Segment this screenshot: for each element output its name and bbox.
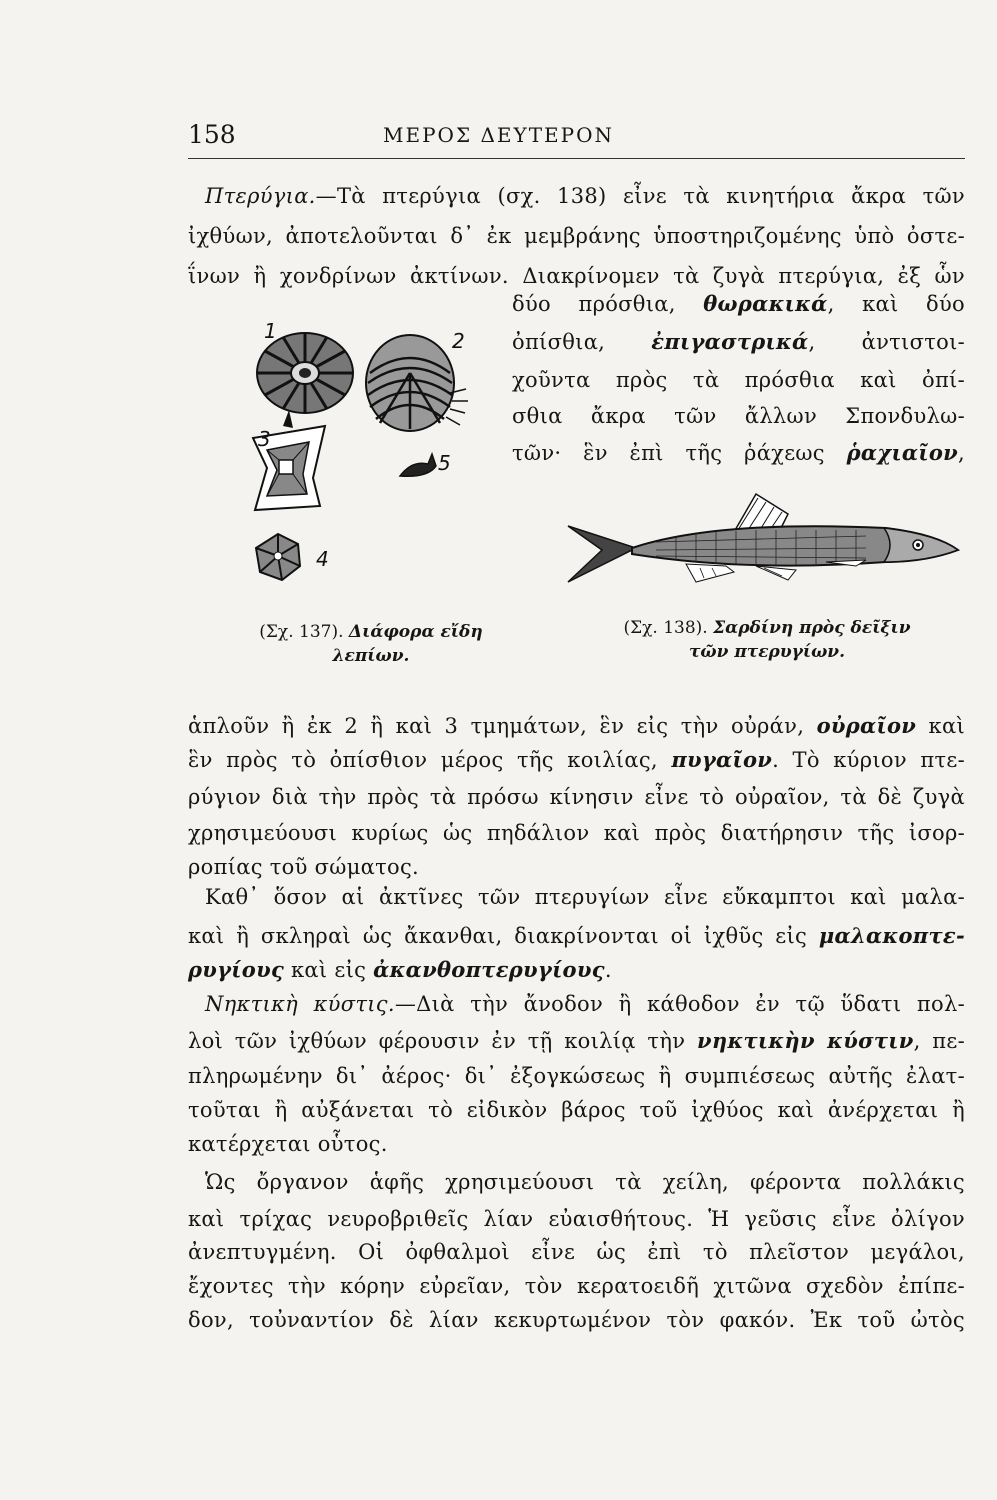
scale-label-4: 4 <box>316 547 329 571</box>
para5-line5: δον, τοὐναντίον δὲ λίαν κεκυρτωμένον τὸν φακόν. Ἐκ τοῦ ὠτὸς <box>188 1308 965 1332</box>
scale-1 <box>257 333 353 413</box>
para1-line1: Πτερύγια.—Τὰ πτερύγια (σχ. 138) εἶνε τὰ κινητήρια ἄκρα τῶν <box>205 184 965 208</box>
para2-line4: χρησιμεύουσι κυρίως ὡς πηδάλιον καὶ πρὸς διατήρησιν τῆς ἰσορ- <box>188 821 965 845</box>
section-heading-swim-bladder: Νηκτικὴ κύστις. <box>205 992 395 1016</box>
scale-label-1: 1 <box>264 319 277 343</box>
para2-line5: ροπίας τοῦ σώματος. <box>188 855 420 879</box>
para5-line4: ἔχοντες τὴν κόρην εὐρεῖαν, τὸν κερατοειδῆ χιτῶνα σχεδὸν ἐπίπε- <box>188 1274 965 1298</box>
para1-line8: τῶν· ἓν ἐπὶ τῆς ῥάχεως ῥαχιαῖον, <box>512 440 965 465</box>
para2-line3: ρύγιον διὰ τὴν πρὸς τὰ πρόσω κίνησιν εἶνε τὸ οὐραῖον, τὰ δὲ ζυγὰ <box>188 785 965 809</box>
figure-138-caption: (Σχ. 138). Σαρδίνη πρὸς δεῖξιν τῶν πτερυγίων. <box>623 618 911 662</box>
scale-3 <box>253 410 325 510</box>
para1-line2: ἰχθύων, ἀποτελοῦνται δ᾿ ἐκ μεμβράνης ὑποστηριζομένης ὑπὸ ὀστε- <box>188 224 965 248</box>
para5-line1: Ὡς ὄργανον ἁφῆς χρησιμεύουσι τὰ χείλη, φέροντα πολλάκις <box>205 1170 965 1194</box>
running-title: ΜΕΡΟΣ ΔΕΥΤΕΡΟΝ <box>383 123 614 147</box>
fish-scales-figure <box>240 318 490 588</box>
para4-line3: πληρωμένην δι᾿ ἀέρος· δι᾿ ἐξογκώσεως ἢ συμπιέσεως αὐτῆς ἐλατ- <box>188 1064 965 1088</box>
para3-line1: Καθ᾿ ὅσον αἱ ἀκτῖνες τῶν πτερυγίων εἶνε εὔκαμπτοι καὶ μαλα- <box>205 885 965 909</box>
para1-line6: χοῦντα πρὸς τὰ πρόσθια καὶ ὀπί- <box>512 368 965 392</box>
para5-line2: καὶ τρίχας νευροβριθεῖς λίαν εὐαισθήτους. Ἡ γεῦσις εἶνε ὀλίγον <box>188 1207 965 1231</box>
para2-line2: ἓν πρὸς τὸ ὀπίσθιον μέρος τῆς κοιλίας, πυγαῖον. Τὸ κύριον πτε- <box>188 747 965 772</box>
scale-label-3: 3 <box>258 427 271 451</box>
scale-5 <box>400 454 436 476</box>
para4-line1: Νηκτικὴ κύστις.—Διὰ τὴν ἄνοδον ἢ κάθοδον ἐν τῷ ὕδατι πολ- <box>205 992 965 1016</box>
page-number: 158 <box>188 120 236 149</box>
para1-line7: σθια ἄκρα τῶν ἄλλων Σπονδυλω- <box>512 404 965 428</box>
para1-line5: ὀπίσθια, ἐπιγαστρικά, ἀντιστοι- <box>512 329 966 354</box>
scale-label-5: 5 <box>438 451 451 475</box>
section-heading-fins: Πτερύγια. <box>205 184 316 208</box>
figure-137-caption: (Σχ. 137). Διάφορα εἴδη λεπίων. <box>259 622 483 666</box>
scale-4 <box>256 534 300 580</box>
para1-line4: δύο πρόσθια, θωρακικά, καὶ δύο <box>512 291 965 316</box>
para4-line5: κατέρχεται οὗτος. <box>188 1132 388 1156</box>
para1-line3: ΐνων ἢ χονδρίνων ἀκτίνων. Διακρίνομεν τὰ ζυγὰ πτερύγια, ἐξ ὧν <box>188 264 965 288</box>
para3-line2: καὶ ἢ σκληραὶ ὡς ἄκανθαι, διακρίνονται οἱ ἰχθῦς εἰς μαλακοπτε- <box>188 923 965 948</box>
scale-label-2: 2 <box>452 329 465 353</box>
para2-line1: ἁπλοῦν ἢ ἐκ 2 ἢ καὶ 3 τμημάτων, ἓν εἰς τὴν οὐράν, οὐραῖον καὶ <box>188 713 965 738</box>
para5-line3: ἀνεπτυγμένη. Οἱ ὀφθαλμοὶ εἶνε ὡς ἐπὶ τὸ πλεῖστον μεγάλοι, <box>188 1240 965 1264</box>
sardine-figure <box>566 490 966 600</box>
para4-line2: λοὶ τῶν ἰχθύων φέρουσιν ἐν τῇ κοιλίᾳ τὴν νηκτικὴν κύστιν, πε- <box>188 1028 965 1053</box>
header-rule <box>188 158 965 159</box>
para4-line4: τοῦται ἢ αὐξάνεται τὸ εἰδικὸν βάρος τοῦ ἰχθύος καὶ ἀνέρχεται ἢ <box>188 1098 965 1122</box>
para3-line3: ρυγίους καὶ εἰς ἀκανθοπτερυγίους. <box>188 957 612 982</box>
